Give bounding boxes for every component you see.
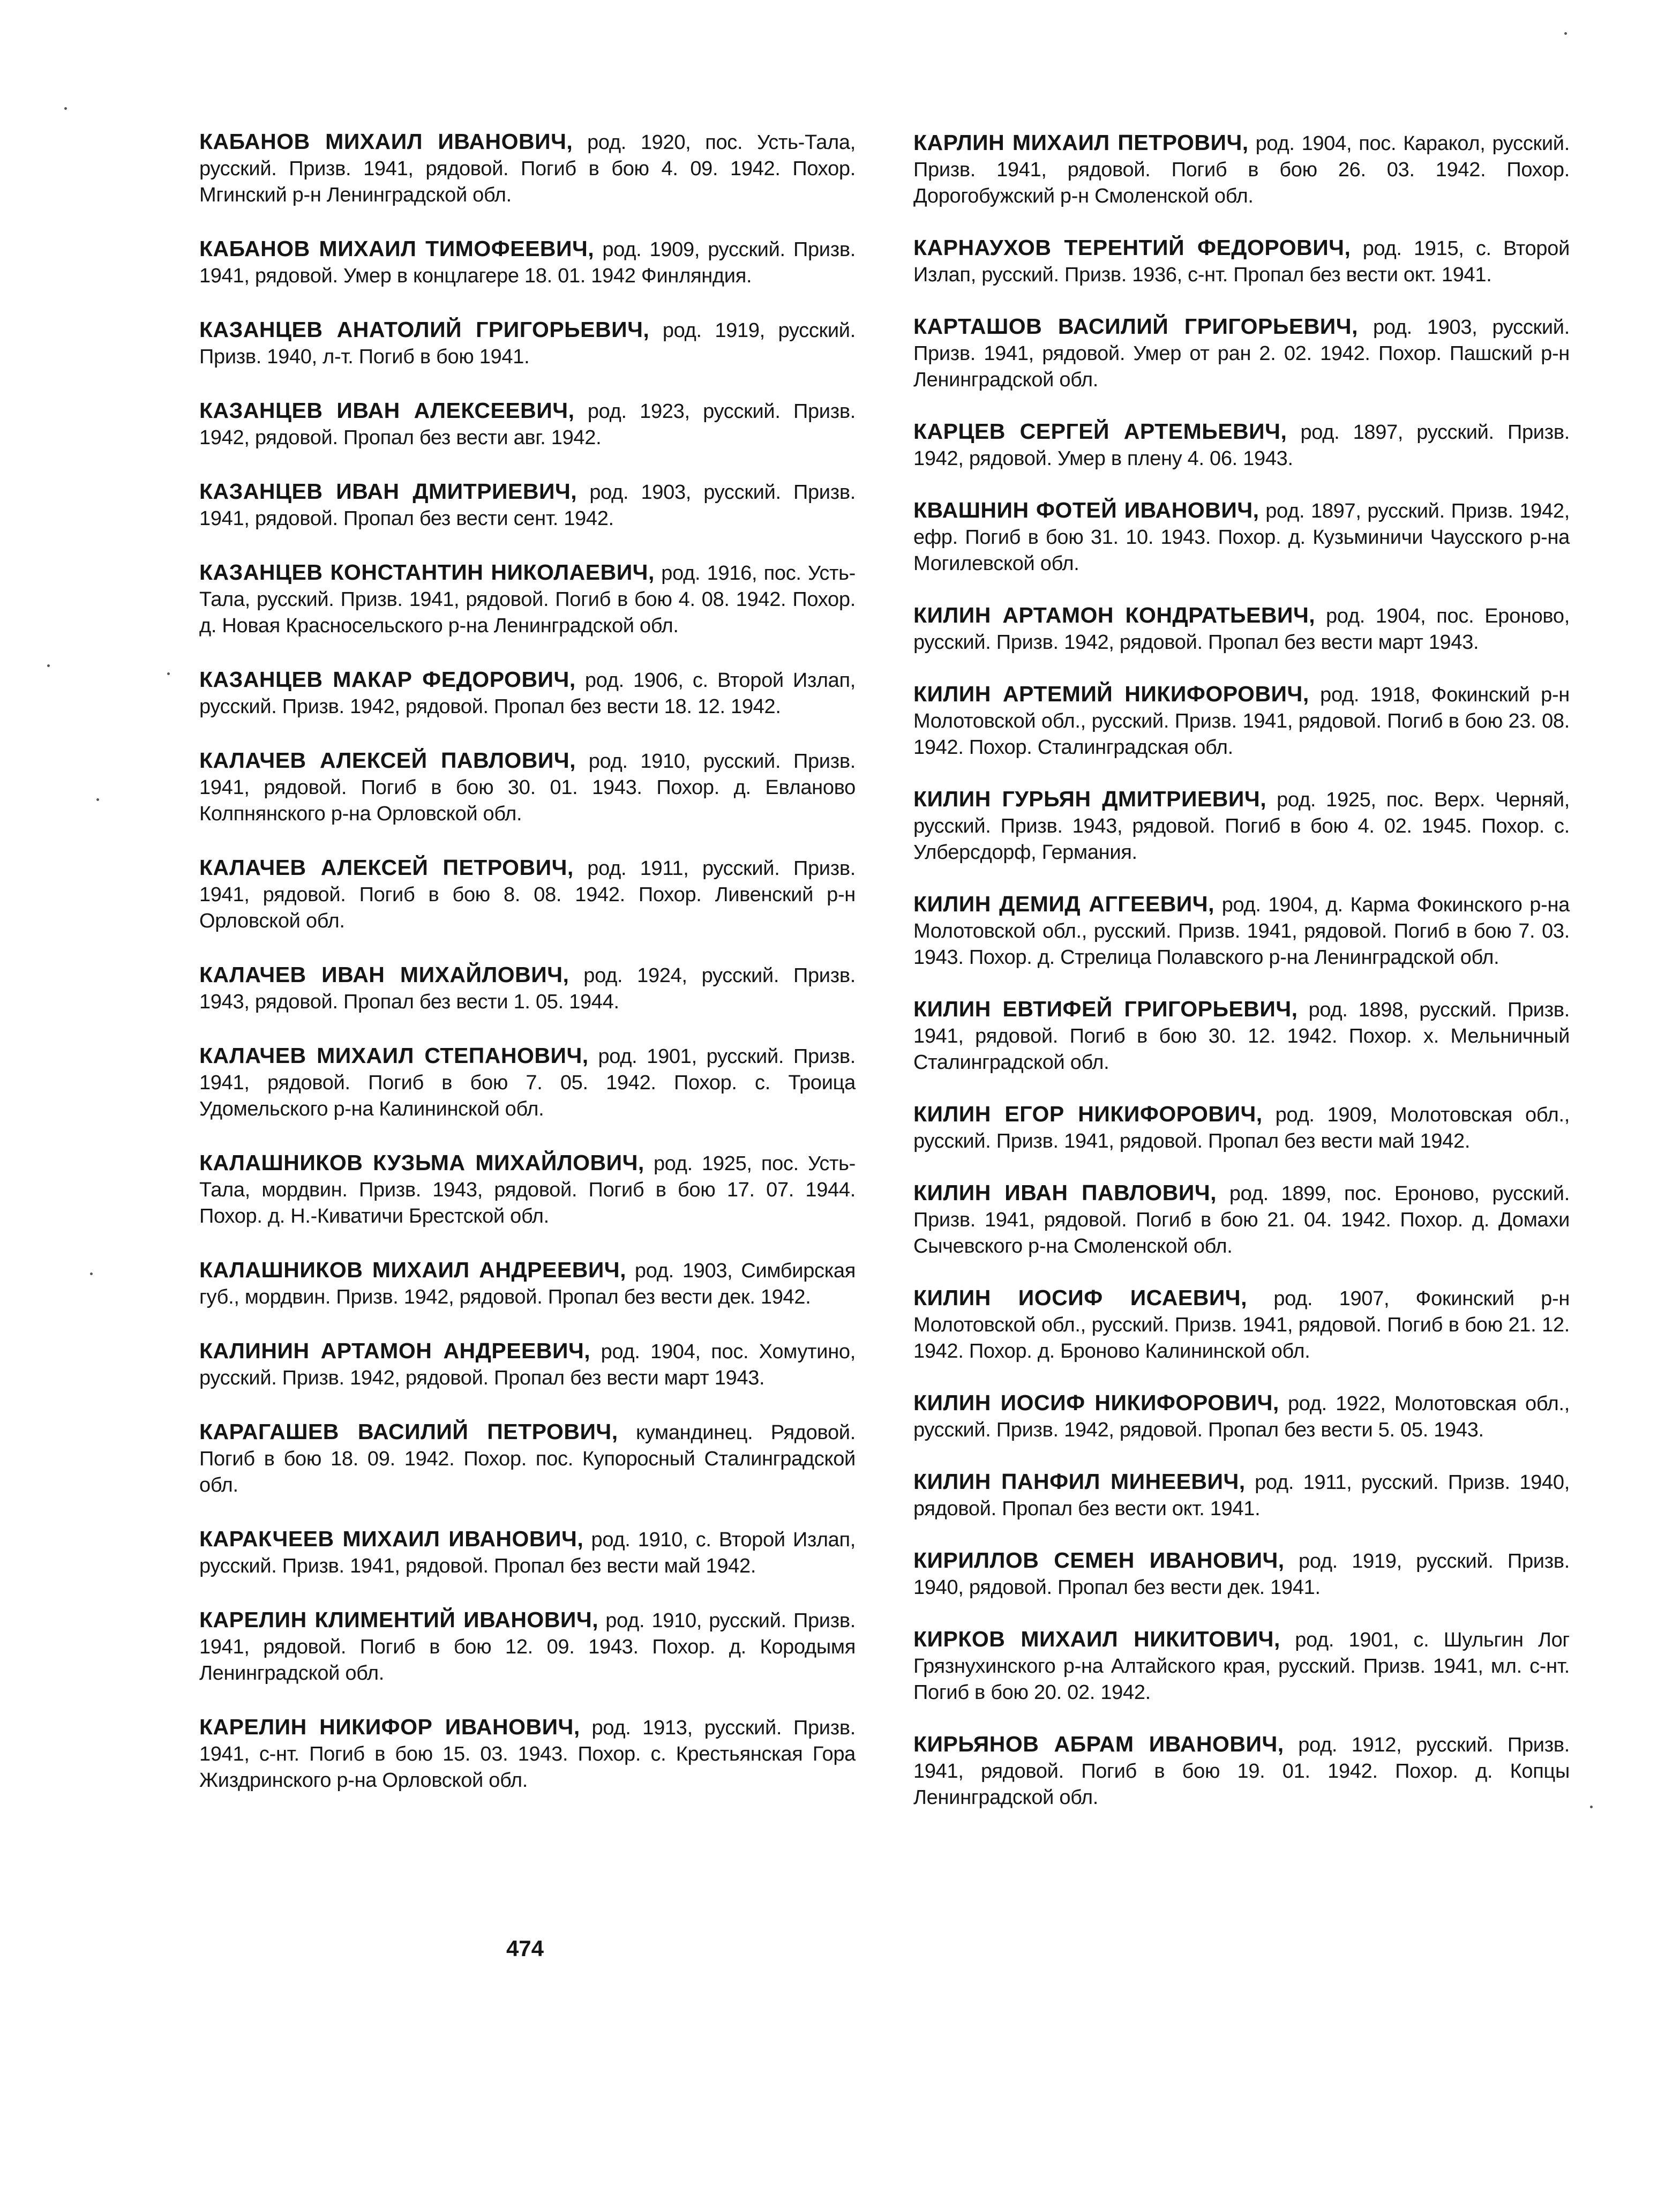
entry-text: род. 1911, русский. Призв. 1941, рядовой. Погиб в бою 8. 08. 1942. Похор. Ливенский р-н Орловской обл.: [199, 857, 856, 932]
list-item: [199, 559, 856, 639]
entry-name: КАЗАНЦЕВ МАКАР ФЕДОРОВИЧ,: [199, 667, 576, 692]
entry-text: род. 1904, д. Карма Фокинского р-на Молотовской обл., русский. Призв. 1941, рядовой. Погиб в бою 7. 03. 1943. Похор. д. Стрелица Полавского р-на Ленинградской обл.: [913, 894, 1570, 969]
entry-text: род. 1897, русский. Призв. 1942, ефр. Погиб в бою 31. 10. 1943. Похор. д. Кузьминичи Чаусского р-на Могилевской обл.: [913, 500, 1570, 575]
entry-text: род. 1925, пос. Усть-Тала, мордвин. Призв. 1943, рядовой. Погиб в бою 17. 07. 1944. Похор. д. Н.-Киватичи Брестской обл.: [199, 1152, 856, 1227]
list-item: [913, 1390, 1570, 1443]
entry-name: КАЛАЧЕВ АЛЕКСЕЙ ПАВЛОВИЧ,: [199, 748, 576, 773]
entry-name: КАЛАЧЕВ АЛЕКСЕЙ ПЕТРОВИЧ,: [199, 855, 574, 880]
entry-name: КАРЕЛИН НИКИФОР ИВАНОВИЧ,: [199, 1715, 580, 1739]
entry-name: КИЛИН ЕГОР НИКИФОРОВИЧ,: [913, 1102, 1263, 1126]
entry-name: КИЛИН АРТАМОН КОНДРАТЬЕВИЧ,: [913, 603, 1316, 627]
entry-name: КИЛИН ИОСИФ ИСАЕВИЧ,: [913, 1285, 1247, 1310]
entry-text: род. 1906, с. Второй Излап, русский. Призв. 1942, рядовой. Пропал без вести 18. 12. 1942.: [199, 669, 856, 718]
entry-name: КАЛАЧЕВ ИВАН МИХАЙЛОВИЧ,: [199, 962, 569, 987]
list-item: [913, 1180, 1570, 1260]
list-item: [199, 1714, 856, 1794]
list-item: [913, 1469, 1570, 1522]
list-item: [913, 313, 1570, 393]
entry-name: КАРАГАШЕВ ВАСИЛИЙ ПЕТРОВИЧ,: [199, 1419, 618, 1444]
list-item: [199, 1150, 856, 1230]
entry-name: КАРЛИН МИХАИЛ ПЕТРОВИЧ,: [913, 130, 1249, 155]
entry-text: род. 1903, русский. Призв. 1941, рядовой. Умер от ран 2. 02. 1942. Похор. Пашский р-н Ленинградской обл.: [913, 316, 1570, 391]
entry-text: род. 1924, русский. Призв. 1943, рядовой. Пропал без вести 1. 05. 1944.: [199, 964, 856, 1013]
list-item: [913, 418, 1570, 472]
list-item: [913, 1101, 1570, 1155]
entry-name: КИЛИН ГУРЬЯН ДМИТРИЕВИЧ,: [913, 787, 1267, 811]
entry-name: КАЗАНЦЕВ ИВАН АЛЕКСЕЕВИЧ,: [199, 398, 575, 423]
right-column: [913, 130, 1570, 1836]
entry-name: КИРКОВ МИХАИЛ НИКИТОВИЧ,: [913, 1627, 1280, 1651]
entry-text: род. 1918, Фокинский р-н Молотовской обл., русский. Призв. 1941, рядовой. Погиб в бою 23. 08. 1942. Похор. Сталинградская обл.: [913, 684, 1570, 759]
entry-name: КАЛАШНИКОВ МИХАИЛ АНДРЕЕВИЧ,: [199, 1257, 626, 1282]
entry-name: КАРНАУХОВ ТЕРЕНТИЙ ФЕДОРОВИЧ,: [913, 235, 1351, 260]
scan-speck: [1590, 1806, 1593, 1808]
scan-speck: [90, 1272, 93, 1275]
scan-speck: [1564, 32, 1567, 35]
entry-text: род. 1909, русский. Призв. 1941, рядовой. Умер в концлагере 18. 01. 1942 Финляндия.: [199, 238, 856, 287]
entry-text: род. 1923, русский. Призв. 1942, рядовой. Пропал без вести авг. 1942.: [199, 400, 856, 449]
entry-name: КАРЕЛИН КЛИМЕНТИЙ ИВАНОВИЧ,: [199, 1607, 599, 1632]
entry-name: КИЛИН ИВАН ПАВЛОВИЧ,: [913, 1180, 1217, 1205]
scan-speck: [64, 107, 67, 110]
entry-text: род. 1920, пос. Усть-Тала, русский. Призв. 1941, рядовой. Погиб в бою 4. 09. 1942. Похор. Мгинский р-н Ленинградской обл.: [199, 131, 856, 206]
entry-text: род. 1901, с. Шульгин Лог Грязнухинского р-на Алтайского края, русский. Призв. 1941, мл. с-нт. Погиб в бою 20. 02. 1942.: [913, 1629, 1570, 1704]
entry-name: КАБАНОВ МИХАИЛ ИВАНОВИЧ,: [199, 129, 573, 154]
list-item: [913, 786, 1570, 866]
entry-text: род. 1910, с. Второй Излап, русский. Призв. 1941, рядовой. Пропал без вести май 1942.: [199, 1529, 856, 1577]
list-item: [913, 891, 1570, 971]
list-item: [199, 1257, 856, 1311]
entry-name: КАЗАНЦЕВ АНАТОЛИЙ ГРИГОРЬЕВИЧ,: [199, 317, 650, 342]
entry-text: род. 1910, русский. Призв. 1941, рядовой. Погиб в бою 30. 01. 1943. Похор. д. Евланово Колпнянского р-на Орловской обл.: [199, 750, 856, 825]
list-item: [199, 478, 856, 532]
entry-text: род. 1904, пос. Ероново, русский. Призв. 1942, рядовой. Пропал без вести март 1943.: [913, 605, 1570, 654]
list-item: [913, 1285, 1570, 1365]
scan-speck: [167, 672, 170, 675]
entry-text: род. 1903, русский. Призв. 1941, рядовой. Пропал без вести сент. 1942.: [199, 481, 856, 530]
entry-text: род. 1919, русский. Призв. 1940, л-т. Погиб в бою 1941.: [199, 319, 856, 368]
list-item: [199, 1419, 856, 1499]
entry-name: КАБАНОВ МИХАИЛ ТИМОФЕЕВИЧ,: [199, 236, 595, 261]
entry-name: КАРТАШОВ ВАСИЛИЙ ГРИГОРЬЕВИЧ,: [913, 314, 1358, 339]
entry-name: КИЛИН ПАНФИЛ МИНЕЕВИЧ,: [913, 1469, 1246, 1494]
list-item: [199, 667, 856, 720]
list-item: [913, 1626, 1570, 1706]
entry-name: КАЗАНЦЕВ КОНСТАНТИН НИКОЛАЕВИЧ,: [199, 560, 655, 585]
list-item: [913, 235, 1570, 288]
list-item: [913, 602, 1570, 656]
entry-text: род. 1904, пос. Хомутино, русский. Призв. 1942, рядовой. Пропал без вести март 1943.: [199, 1341, 856, 1389]
entry-text: род. 1901, русский. Призв. 1941, рядовой. Погиб в бою 7. 05. 1942. Похор. с. Троица Удомельского р-на Калининской обл.: [199, 1045, 856, 1120]
entry-text: род. 1919, русский. Призв. 1940, рядовой. Пропал без вести дек. 1941.: [913, 1550, 1570, 1599]
entry-name: КАЛИНИН АРТАМОН АНДРЕЕВИЧ,: [199, 1338, 591, 1363]
entry-text: род. 1922, Молотовская обл., русский. Призв. 1942, рядовой. Пропал без вести 5. 05. 1943.: [913, 1393, 1570, 1441]
entry-text: род. 1916, пос. Усть-Тала, русский. Призв. 1941, рядовой. Погиб в бою 4. 08. 1942. Похор. д. Новая Красносельского р-на Ленинградской обл.: [199, 562, 856, 637]
list-item: [913, 1731, 1570, 1811]
entry-name: КАЛАШНИКОВ КУЗЬМА МИХАЙЛОВИЧ,: [199, 1150, 644, 1175]
list-item: [913, 497, 1570, 577]
page-number: 474: [506, 1936, 544, 1961]
list-item: [199, 1043, 856, 1122]
entry-name: КАРЦЕВ СЕРГЕЙ АРТЕМЬЕВИЧ,: [913, 419, 1287, 444]
list-item: [199, 855, 856, 934]
entry-text: кумандинец. Рядовой. Погиб в бою 18. 09. 1942. Похор. пос. Купоросный Сталинградской обл.: [199, 1421, 856, 1496]
entry-text: род. 1925, пос. Верх. Черняй, русский. Призв. 1943, рядовой. Погиб в бою 4. 02. 1945. Похор. с. Улберсдорф, Германия.: [913, 789, 1570, 864]
entry-name: КИРЬЯНОВ АБРАМ ИВАНОВИЧ,: [913, 1732, 1284, 1756]
entry-name: КВАШНИН ФОТЕЙ ИВАНОВИЧ,: [913, 498, 1259, 522]
entry-text: род. 1898, русский. Призв. 1941, рядовой. Погиб в бою 30. 12. 1942. Похор. х. Мельничный Сталинградской обл.: [913, 999, 1570, 1074]
scan-speck: [96, 798, 99, 801]
list-item: [199, 236, 856, 289]
entry-text: род. 1899, пос. Ероново, русский. Призв. 1941, рядовой. Погиб в бою 21. 04. 1942. Похор. д. Домахи Сычевского р-на Смоленской обл.: [913, 1182, 1570, 1257]
list-item: [199, 398, 856, 451]
entry-text: род. 1915, с. Второй Излап, русский. Призв. 1936, с-нт. Пропал без вести окт. 1941.: [913, 237, 1570, 286]
entry-text: род. 1912, русский. Призв. 1941, рядовой. Погиб в бою 19. 01. 1942. Похор. д. Копцы Ленинградской обл.: [913, 1734, 1570, 1809]
entry-name: КИЛИН ИОСИФ НИКИФОРОВИЧ,: [913, 1390, 1279, 1415]
list-item: [199, 747, 856, 827]
entry-name: КАРАКЧЕЕВ МИХАИЛ ИВАНОВИЧ,: [199, 1526, 584, 1551]
list-item: [913, 681, 1570, 761]
entry-name: КИРИЛЛОВ СЕМЕН ИВАНОВИЧ,: [913, 1548, 1285, 1573]
list-item: [199, 1338, 856, 1391]
entry-name: КАЛАЧЕВ МИХАИЛ СТЕПАНОВИЧ,: [199, 1043, 589, 1068]
entry-text: род. 1910, русский. Призв. 1941, рядовой. Погиб в бою 12. 09. 1943. Похор. д. Кородымя Ленинградской обл.: [199, 1609, 856, 1685]
list-item: [913, 1547, 1570, 1601]
list-item: [199, 317, 856, 370]
entry-text: род. 1904, пос. Каракол, русский. Призв. 1941, рядовой. Погиб в бою 26. 03. 1942. Похор. Дорогобужский р-н Смоленской обл.: [913, 132, 1570, 207]
list-item: [199, 1526, 856, 1579]
list-item: [199, 962, 856, 1015]
scan-speck: [47, 664, 50, 667]
list-item: [913, 996, 1570, 1076]
entry-name: КИЛИН ЕВТИФЕЙ ГРИГОРЬЕВИЧ,: [913, 997, 1298, 1021]
entry-name: КИЛИН ДЕМИД АГГЕЕВИЧ,: [913, 892, 1214, 916]
entry-text: род. 1913, русский. Призв. 1941, с-нт. Погиб в бою 15. 03. 1943. Похор. с. Крестьянская Гора Жиздринского р-на Орловской обл.: [199, 1717, 856, 1792]
list-item: [199, 1607, 856, 1687]
entry-text: род. 1897, русский. Призв. 1942, рядовой. Умер в плену 4. 06. 1943.: [913, 421, 1570, 470]
list-item: [199, 129, 856, 208]
left-column: [199, 129, 856, 1821]
entry-text: род. 1911, русский. Призв. 1940, рядовой. Пропал без вести окт. 1941.: [913, 1471, 1570, 1520]
list-item: [913, 130, 1570, 209]
entry-text: род. 1909, Молотовская обл., русский. Призв. 1941, рядовой. Пропал без вести май 1942.: [913, 1104, 1570, 1152]
entry-text: род. 1907, Фокинский р-н Молотовской обл., русский. Призв. 1941, рядовой. Погиб в бою 21. 12. 1942. Похор. д. Броново Калининской обл.: [913, 1287, 1570, 1362]
entry-text: род. 1903, Симбирская губ., мордвин. Призв. 1942, рядовой. Пропал без вести дек. 1942.: [199, 1260, 856, 1308]
entry-name: КИЛИН АРТЕМИЙ НИКИФОРОВИЧ,: [913, 682, 1309, 706]
entry-name: КАЗАНЦЕВ ИВАН ДМИТРИЕВИЧ,: [199, 479, 578, 504]
